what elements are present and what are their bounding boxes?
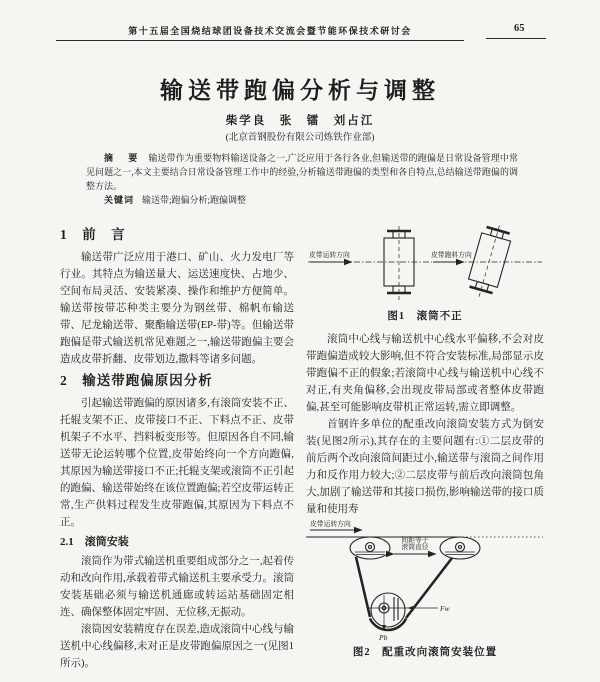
keywords-label: 关键词 bbox=[104, 195, 135, 205]
fig2-spacing-label-line1: 间距等于 bbox=[401, 537, 429, 544]
right-column bbox=[306, 222, 544, 667]
header-rule bbox=[56, 40, 464, 41]
section-2-1-paragraph-2: 滚筒因安装精度存在误差,造成滚筒中心线与输送机中心线偏移,未对正是皮带跑偏原因之一(见图1所示)。 bbox=[60, 624, 294, 669]
affiliation: (北京首钢股份有限公司炼铁作业部) bbox=[225, 133, 375, 143]
figure-2-caption: 图2 配重改向滚筒安装位置 bbox=[352, 647, 498, 658]
fig2-belt-wrap bbox=[370, 619, 406, 630]
section-2-1-paragraph-1: 滚筒作为带式输送机重要组成部分之一,起着传动和改向作用,承载着带式输送机主要承受力。滚筒安装基础必须与输送机通廊或转运站基础固定相连、确保整体固定牢固、无位移,无振动。 bbox=[60, 556, 294, 618]
header-rule-short bbox=[486, 38, 546, 39]
abstract-block bbox=[86, 151, 518, 207]
abstract-text: 输送带作为重要物料输送设备之一,广泛应用于各行各业,但输送带的跑偏是日常设备管理中常见问题之一,本文主要结合日常设备管理工作中的经验,分析输送带跑偏的类型和各自特点,总结输送带跑偏的调整方法。 bbox=[86, 153, 518, 191]
abstract-label: 摘 要 bbox=[104, 153, 141, 163]
section-2-1-heading: 2.1 滚筒安装 bbox=[60, 536, 129, 548]
authors: 柴学良 张 镭 刘占江 bbox=[225, 115, 375, 127]
section-1-paragraph: 输送带广泛应用于港口、矿山、火力发电厂等行业。其特点为输送量大、运送速度快、占地少、空间布局灵活、安装紧凑、操作和维护方便简单。输送带按带芯种类主要分为钢丝带、棉帆布输送带、尼龙输送带、聚酯输送带(EP-带)等。但输送带跑偏是带式输送机常见难题之一,输送带跑偏主要会造成皮带折翻、皮带划边,撒料等诸多问题。 bbox=[60, 252, 294, 365]
section-2-paragraph: 引起输送带跑偏的原因诸多,有滚筒安装不正、托辊支架不正、皮带接口不正、下料点不正、皮带机架子不水平、挡料板变形等。但原因各自不同,输送带无论运转哪个位置,皮带始终向一个方向跑偏,其原因为输送带接口不正;托辊支架或滚筒不正引起的跑偏、输送带始终在该位置跑偏;若空皮带运转正常,生产供料过程发生皮带跑偏,其原因为下料点不正。 bbox=[60, 398, 294, 528]
header-page-number: 65 bbox=[514, 23, 525, 34]
figure-2-drawing bbox=[306, 518, 544, 642]
figure-1 bbox=[306, 222, 544, 325]
fig2-pulley-left bbox=[350, 537, 390, 559]
header-conference-title: 第十五届全国烧结球团设备技术交流会暨节能环保技术研讨会 bbox=[128, 26, 412, 36]
fig2-spacing-label-line2: 滚筒直径 bbox=[401, 544, 429, 551]
paper-title: 输送带跑偏分析与调整 bbox=[160, 78, 440, 103]
fig2-pulley-right bbox=[440, 537, 480, 559]
left-column bbox=[60, 222, 294, 672]
fig1-right-arrow-label: 皮带跑料方向 bbox=[431, 252, 472, 259]
fig2-force-v-label: Pb bbox=[379, 633, 388, 642]
right-paragraph-1: 滚筒中心线与输送机中心线水平偏移,不会对皮带跑偏造成较大影响,但不符合安装标准,局部显示皮带跑偏不正的假象;若滚筒中心线与输送机中心线不对正,有夹角偏移,会出现皮带局部或者整体皮带跑偏,甚至可能影响皮带机正常运转,需立即调整。 bbox=[306, 334, 544, 413]
right-paragraph-2: 首钢许多单位的配重改向滚筒安装方式为倒安装(见图2所示),其存在的主要问题有:①二层皮带的前后两个改向滚筒间距过小,输送带与滚筒之间作用力和反作用力较大;②二层皮带与前后改向滚筒包角大,加剧了输送带和其接口损伤,影响输送带的接口质量和使用寿 bbox=[306, 419, 544, 515]
fig2-direction-label: 皮带运转方向 bbox=[310, 521, 351, 528]
fig1-drum-straight bbox=[384, 226, 414, 300]
figure-2 bbox=[306, 518, 544, 661]
figure-1-caption: 图1 滚筒不正 bbox=[387, 311, 463, 322]
fig1-left-arrow-label: 皮带运转方向 bbox=[309, 252, 350, 259]
fig1-drum-tilted bbox=[465, 222, 514, 301]
section-2-heading: 2 输送带跑偏原因分析 bbox=[60, 373, 213, 388]
fig2-force-h-label: Fw bbox=[440, 604, 450, 613]
figure-1-drawing bbox=[306, 222, 544, 306]
section-1-heading: 1 前 言 bbox=[60, 227, 126, 242]
fig2-belt-strand-left bbox=[356, 557, 370, 617]
keywords-text: 输送带;跑偏分析;跑偏调整 bbox=[142, 195, 247, 205]
